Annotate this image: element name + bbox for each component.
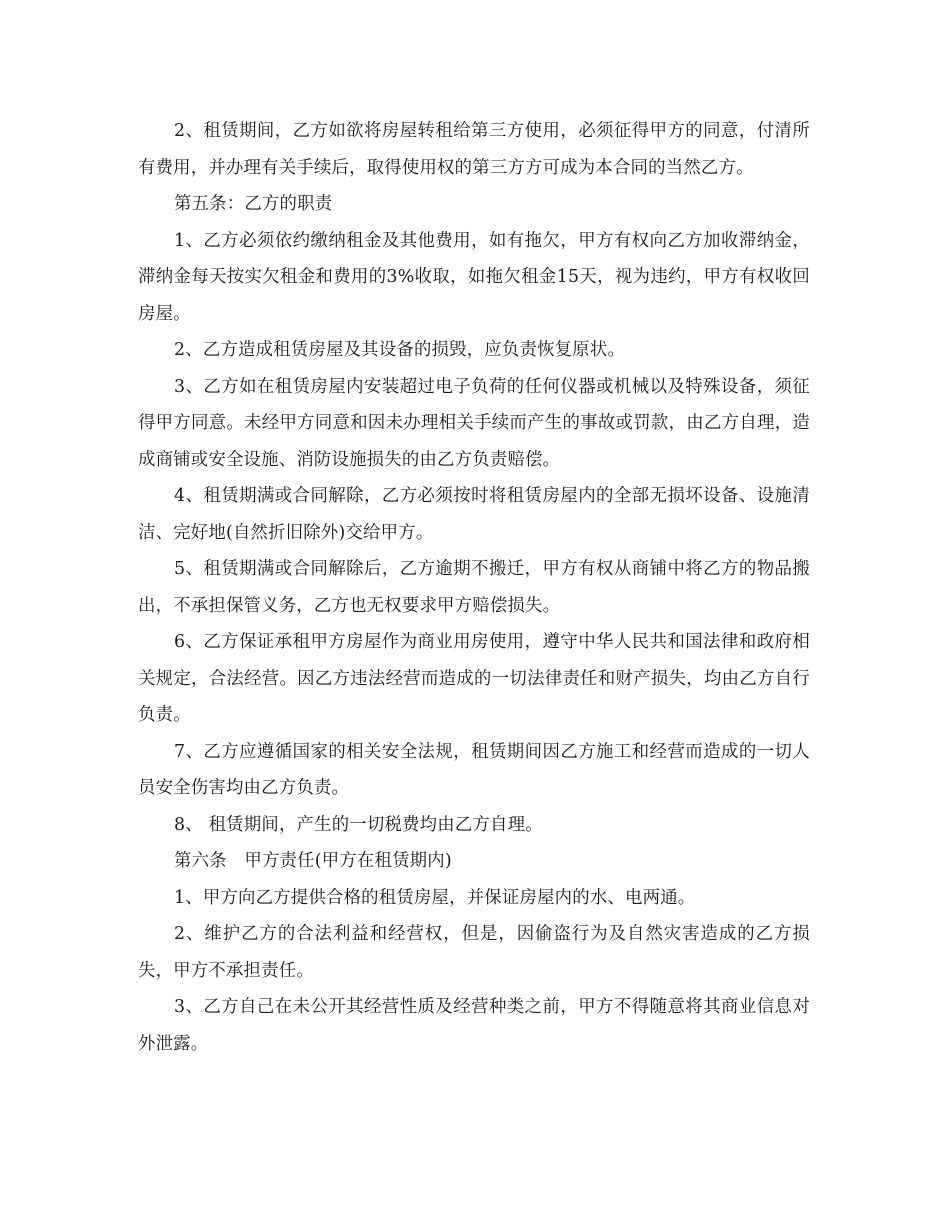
paragraph-protect-interests: 2、维护乙方的合法利益和经营权，但是，因偷盗行为及自然灾害造成的乙方损失，甲方不承担责任。 (138, 924, 810, 981)
paragraph-sublease-clause: 2、租赁期间，乙方如欲将房屋转租给第三方使用，必须征得甲方的同意，付清所有费用，并办理有关手续后，取得使用权的第三方方可成为本合同的当然乙方。 (138, 121, 810, 178)
heading-article-6: 第六条 甲方责任(甲方在租赁期内) (174, 851, 452, 871)
paragraph-safety: 7、乙方应遵循国家的相关安全法规，租赁期间因乙方施工和经营而造成的一切人员安全伤害均由乙方负责。 (138, 741, 810, 798)
paragraph-confidentiality: 3、乙方自己在未公开其经营性质及经营种类之前，甲方不得随意将其商业信息对外泄露。 (138, 997, 810, 1054)
paragraph-provide-premises: 1、甲方向乙方提供合格的租赁房屋，并保证房屋内的水、电两通。 (174, 887, 696, 908)
paragraph-overdue-removal: 5、租赁期满或合同解除后，乙方逾期不搬迁，甲方有权从商铺中将乙方的物品搬出，不承担保管义务，乙方也无权要求甲方赔偿损失。 (138, 559, 810, 616)
paragraph-rent-payment: 1、乙方必须依约缴纳租金及其他费用，如有拖欠，甲方有权向乙方加收滞纳金，滞纳金每天按实欠租金和费用的3%收取，如拖欠租金15天，视为违约，甲方有权收回房屋。 (138, 230, 810, 324)
paragraph-taxes: 8、 租赁期间，产生的一切税费均由乙方自理。 (174, 814, 543, 835)
document-body (138, 113, 810, 1062)
paragraph-equipment-install: 3、乙方如在租赁房屋内安装超过电子负荷的任何仪器或机械以及特殊设备，须征得甲方同意。未经甲方同意和因未办理相关手续而产生的事故或罚款，由乙方自理，造成商铺或安全设施、消防设施损失的由乙方负责赔偿。 (138, 376, 810, 470)
paragraph-lawful-use: 6、乙方保证承租甲方房屋作为商业用房使用，遵守中华人民共和国法律和政府相关规定，合法经营。因乙方违法经营而造成的一切法律责任和财产损失，均由乙方自行负责。 (138, 632, 810, 725)
heading-article-5: 第五条：乙方的职责 (174, 194, 333, 214)
paragraph-return-premises: 4、租赁期满或合同解除，乙方必须按时将租赁房屋内的全部无损坏设备、设施清洁、完好地(自然折旧除外)交给甲方。 (138, 486, 810, 543)
paragraph-damage-restore: 2、乙方造成租赁房屋及其设备的损毁，应负责恢复原状。 (174, 340, 626, 360)
